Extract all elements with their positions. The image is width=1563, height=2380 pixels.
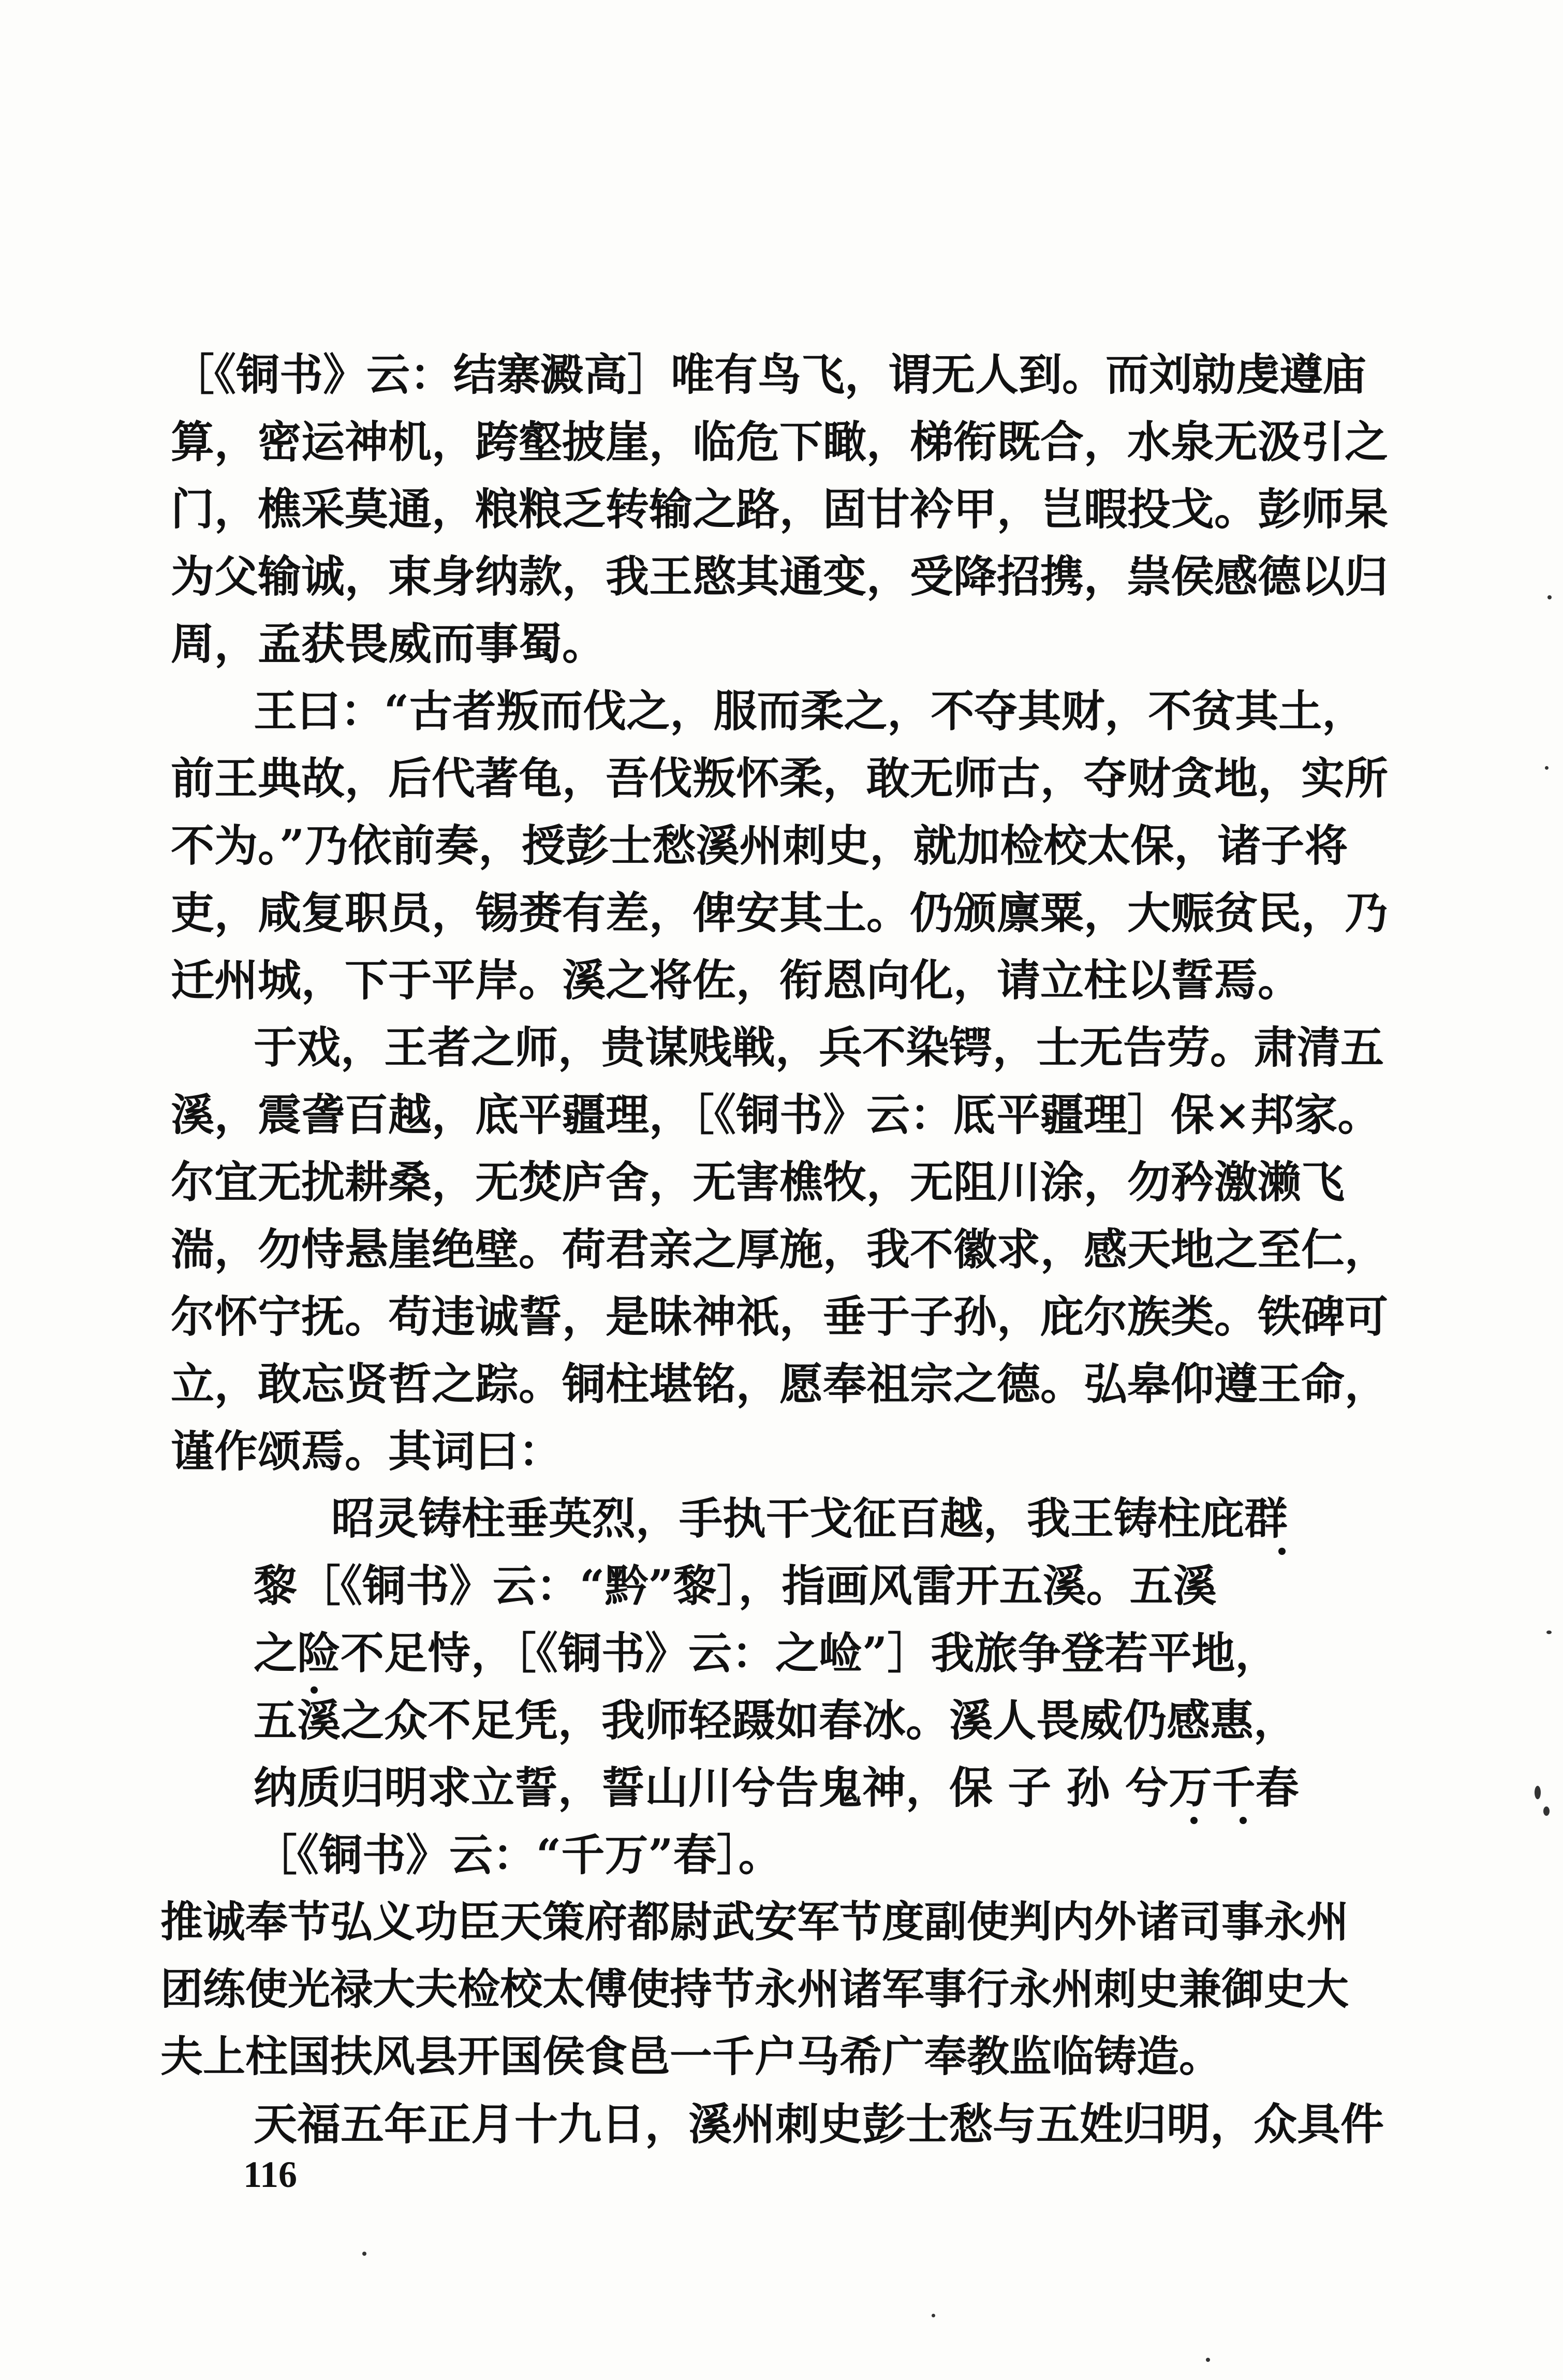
text-line: 溪，震詟百越，底平疆理，［《铜书》云：厎平疆理］保×邦家。 — [171, 1089, 1381, 1140]
text-line: 不为。”乃依前奏，授彭士愁溪州刺史，就加检校太保，诸子将 — [171, 820, 1348, 871]
text-line: 于戏，王者之师，贵谋贱戦，兵不染锷，士无告劳。肃清五 — [254, 1022, 1384, 1073]
poem-line: 之险不足恃，［《铜书》云：之崄”］我旅争登若平地， — [254, 1627, 1279, 1679]
poem-line: 五溪之众不足凭，我师轻蹑如春冰。溪人畏威仍感惠， — [254, 1695, 1297, 1746]
poem-line: 黎［《铜书》云：“黔”黎］，指画风雷开五溪。五溪 — [254, 1560, 1217, 1611]
scan-speck — [1543, 1806, 1550, 1816]
emphasis-dot — [1190, 1817, 1198, 1824]
emphasis-dot — [311, 1686, 318, 1694]
text-line: 湍，勿恃悬崖绝壁。荷君亲之厚施，我不徽求，感天地之至仁， — [171, 1224, 1389, 1275]
scan-speck — [1545, 766, 1549, 770]
scan-speck — [1535, 1786, 1541, 1799]
text-line: ［《铜书》云：结寨澱高］唯有鸟飞，谓无人到。而刘勍虔遵庙 — [171, 349, 1367, 400]
text-line: 谨作颂焉。其词曰： — [171, 1426, 563, 1477]
text-line: 吏，咸复职员，锡赉有差，俾安其土。仍颁廪粟，大赈贫民，乃 — [171, 887, 1389, 938]
text-line: 前王典故，后代著龟，吾伐叛怀柔，敢无师古，夺财贪地，实所 — [171, 753, 1389, 804]
text-line: 迁州城，下于平岸。溪之将佐，衔恩向化，请立柱以誓焉。 — [171, 954, 1302, 1006]
text-line: 门，樵采莫通，粮粮乏转输之路，固甘衿甲，岂暇投戈。彭师杲 — [171, 483, 1389, 535]
poem-line: 昭灵铸柱垂英烈，手执干戈征百越，我王铸柱庇群 — [331, 1493, 1288, 1544]
text-line: 尔宜无扰耕桑，无焚庐舍，无害樵牧，无阻川涂，勿矜激濑飞 — [171, 1156, 1345, 1208]
scan-speck — [1547, 595, 1552, 599]
colophon-line: 推诚奉节弘义功臣天策府都尉武安军节度副使判内外诸司事永州 — [160, 1897, 1349, 1947]
colophon-line: 夫上柱国扶风县开国侯食邑一千户马希广奉教监临铸造。 — [160, 2032, 1222, 2081]
colophon-line: 团练使光禄大夫检校太傅使持节永州诸军事行永州刺史兼御史大 — [160, 1964, 1349, 2014]
text-line: 算，密运神机，跨壑披崖，临危下瞰，梯衔既合，水泉无汲引之 — [171, 416, 1389, 467]
text-line: 天福五年正月十九日，溪州刺史彭士愁与五姓归明，众具件 — [254, 2098, 1384, 2150]
text-line: 王曰：“古者叛而伐之，服而柔之，不夺其财，不贫其土， — [254, 685, 1366, 737]
scan-speck — [1206, 2358, 1210, 2362]
text-line: 周，孟获畏威而事蜀。 — [171, 618, 606, 669]
emphasis-dot — [1278, 1548, 1286, 1555]
scan-speck — [362, 2252, 366, 2256]
page-number: 116 — [243, 2154, 298, 2195]
text-line: 立，敢忘贤哲之踪。铜柱堪铭，愿奉祖宗之德。弘皋仰遵王命， — [171, 1358, 1389, 1409]
text-line: 尔怀宁抚。苟违诚誓，是昧神祇，垂于子孙，庇尔族类。铁碑可 — [171, 1291, 1389, 1342]
scan-speck — [932, 2314, 935, 2317]
poem-line: 纳质归明求立誓，誓山川兮告鬼神，保 子 孙 兮万千春 — [254, 1762, 1299, 1813]
scan-speck — [1546, 1630, 1552, 1634]
emphasis-dot — [1240, 1817, 1247, 1824]
text-line: 为父输诚，束身纳款，我王愍其通变，受降招携，祟侯感德以归 — [171, 551, 1389, 602]
poem-line: ［《铜书》云：“千万”春］。 — [254, 1829, 782, 1881]
